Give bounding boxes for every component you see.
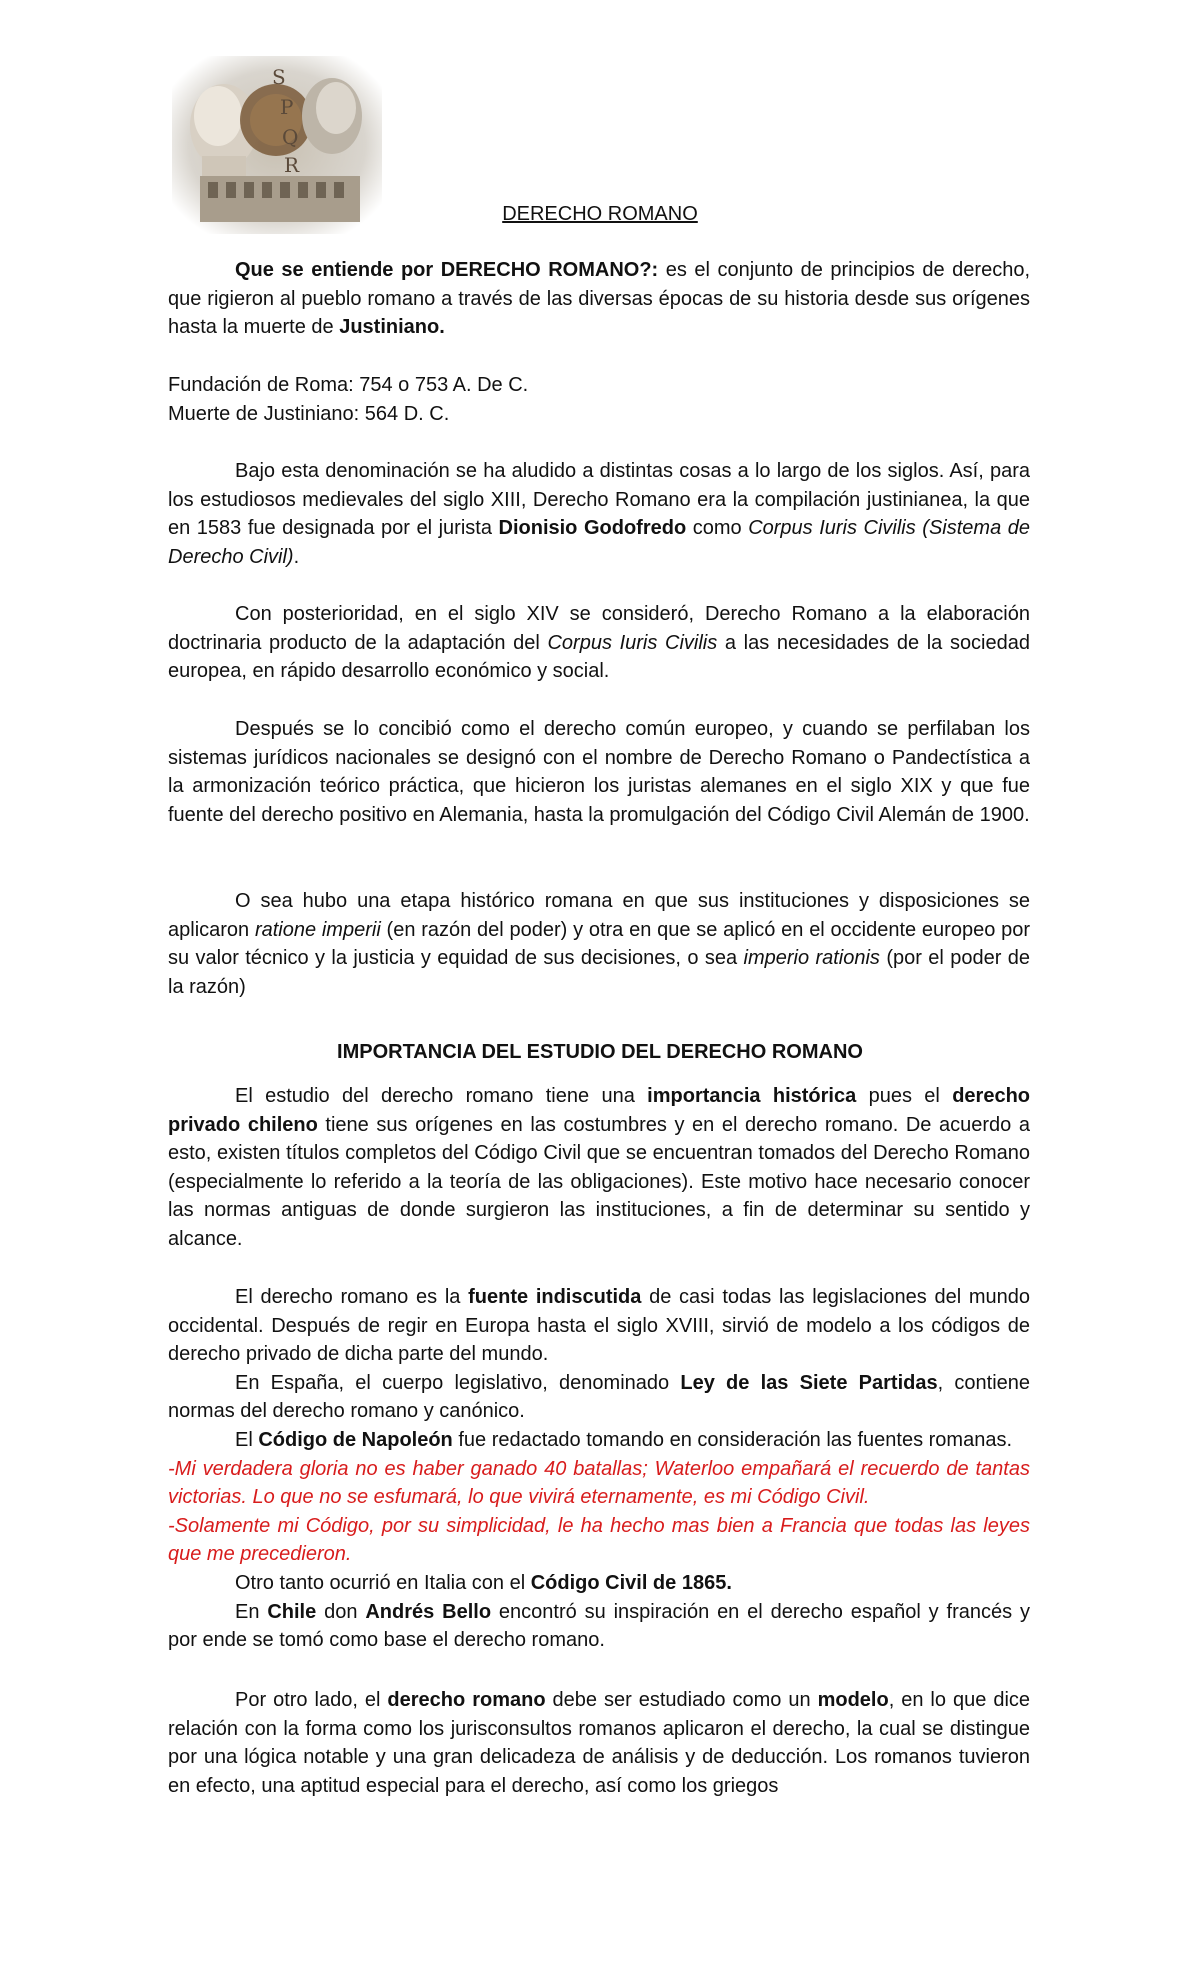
paragraph-etapas: O sea hubo una etapa histórico romana en que sus instituciones y disposiciones se aplicaron ratione imperii (en razón del poder) y otra en que se aplicó en el occidente europeo por su valor técnico y la justicia y equidad de sus decisiones, o sea imperio rationis (por el poder de la razón) (168, 890, 1030, 998)
napoleon-quote-1: -Mi verdadera gloria no es haber ganado 40 batallas; Waterloo empañará el recuerdo de tantas victorias. Lo que no se esfumará, lo que vivirá eternamente, es mi Código Civil. (168, 1457, 1030, 1509)
svg-text:S: S (272, 65, 286, 89)
paragraph-definition (168, 256, 1030, 342)
dates-block (168, 371, 1030, 428)
svg-text:P: P (280, 95, 294, 119)
section-heading-importancia: IMPORTANCIA DEL ESTUDIO DEL DERECHO ROMANO (337, 1041, 863, 1063)
imperio-rationis-term: imperio rationis (743, 947, 880, 970)
paragraph-fuente-indiscutida: El derecho romano es la fuente indiscutida de casi todas las legislaciones del mundo occidental. Después de regir en Europa hasta el siglo XVIII, sirvió de modelo a los códigos de derecho privado de dicha parte del mundo. En España, el cuerpo legislativo, denominado Ley de las Siete Partidas, contiene normas del derecho romano y canónico. El Código de Napoleón fue redactado tomando en consideración las fuentes romanas. -Mi verdadera gloria no es haber ganado 40 batallas; Waterloo empañará el recuerdo de tantas victorias. Lo que no se esfumará, lo que vivirá eternamente, es mi Código Civil. -Solamente mi Código, por su simplicidad, le ha hecho mas bien a Francia que todas las leyes que me precedieron. Otro tanto ocurrió en Italia con el Código Civil de 1865. En Chile don Andrés Bello encontró su inspiración en el derecho español y francés y por ende se tomó como base el derecho romano. (168, 1286, 1031, 1652)
definition-question: Que se entiende por DERECHO ROMANO?: (235, 259, 659, 281)
dionisio-godofredo-name: Dionisio Godofredo (498, 517, 687, 540)
corpus-iuris-civilis-term-2: Corpus Iuris Civilis (547, 631, 718, 654)
date-justinian-death: Muerte de Justiniano: 564 D. C. (168, 402, 450, 425)
corpus-iuris-civilis-term: Corpus Iuris Civilis (Sistema de Derecho Civil) (168, 517, 1031, 568)
date-rome-foundation: Fundación de Roma: 754 o 753 A. De C. (168, 374, 529, 396)
paragraph-modelo: Por otro lado, el derecho romano debe ser estudiado como un modelo, en lo que dice relación con la forma como los jurisconsultos romanos aplicaron el derecho, la cual se distingue por una lógica notable y una gran delicadeza de análisis y de deducción. Los romanos tuvieron en efecto, una aptitud especial para el derecho, así como los griegos (168, 1689, 1031, 1797)
definition-text: es el conjunto de principios de derecho, que rigieron al pueblo romano a través de las diversas épocas de su historia desde sus orígenes hasta la muerte de (168, 259, 1030, 339)
paragraph-derecho-comun: Después se lo concibió como el derecho común europeo, y cuando se perfilaban los sistemas jurídicos nacionales se designó con el nombre de Derecho Romano o Pandectística a la armonización teórico práctica, que hicieron los juristas alemanes en el siglo XIX y que fue fuente del derecho positivo en Alemania, hasta la promulgación del Código Civil Alemán de 1900. (168, 718, 1030, 826)
napoleon-quote-2: -Solamente mi Código, por su simplicidad, le ha hecho mas bien a Francia que todas las leyes que me precedieron. (168, 1514, 1030, 1566)
codigo-napoleon-name: Código de Napoleón (258, 1428, 453, 1451)
paragraph-posterioridad: Con posterioridad, en el siglo XIV se consideró, Derecho Romano a la elaboración doctrinaria producto de la adaptación del Corpus Iuris Civilis a las necesidades de la sociedad europea, en rápido desarrollo económico y social. (168, 603, 1030, 683)
svg-text:Q: Q (282, 125, 299, 149)
siete-partidas-name: Ley de las Siete Partidas (680, 1371, 938, 1394)
codigo-civil-1865-name: Código Civil de 1865. (530, 1571, 732, 1594)
andres-bello-name: Andrés Bello (365, 1600, 492, 1623)
paragraph-denomination: Bajo esta denominación se ha aludido a distintas cosas a lo largo de los siglos. Así, para los estudiosos medievales del siglo XIII, Derecho Romano era la compilación justinianea, la que en 1583 fue designada por el jurista Dionisio Godofredo como Corpus Iuris Civilis (Sistema de Derecho Civil). (168, 460, 1031, 568)
document-title: DERECHO ROMANO (502, 203, 698, 225)
svg-text:R: R (284, 153, 300, 177)
paragraph-importancia-historica: El estudio del derecho romano tiene una importancia histórica pues el derecho privado chileno tiene sus orígenes en las costumbres y en el derecho romano. De acuerdo a esto, existen títulos completos del Código Civil que se encuentran tomados del Derecho Romano (especialmente lo referido a la teoría de las obligaciones). Este motivo hace necesario conocer las normas antiguas de donde surgieron las instituciones, a fin de determinar su sentido y alcance. (168, 1085, 1031, 1250)
justiniano-name: Justiniano. (339, 316, 445, 339)
ratione-imperii-term: ratione imperii (254, 918, 381, 941)
